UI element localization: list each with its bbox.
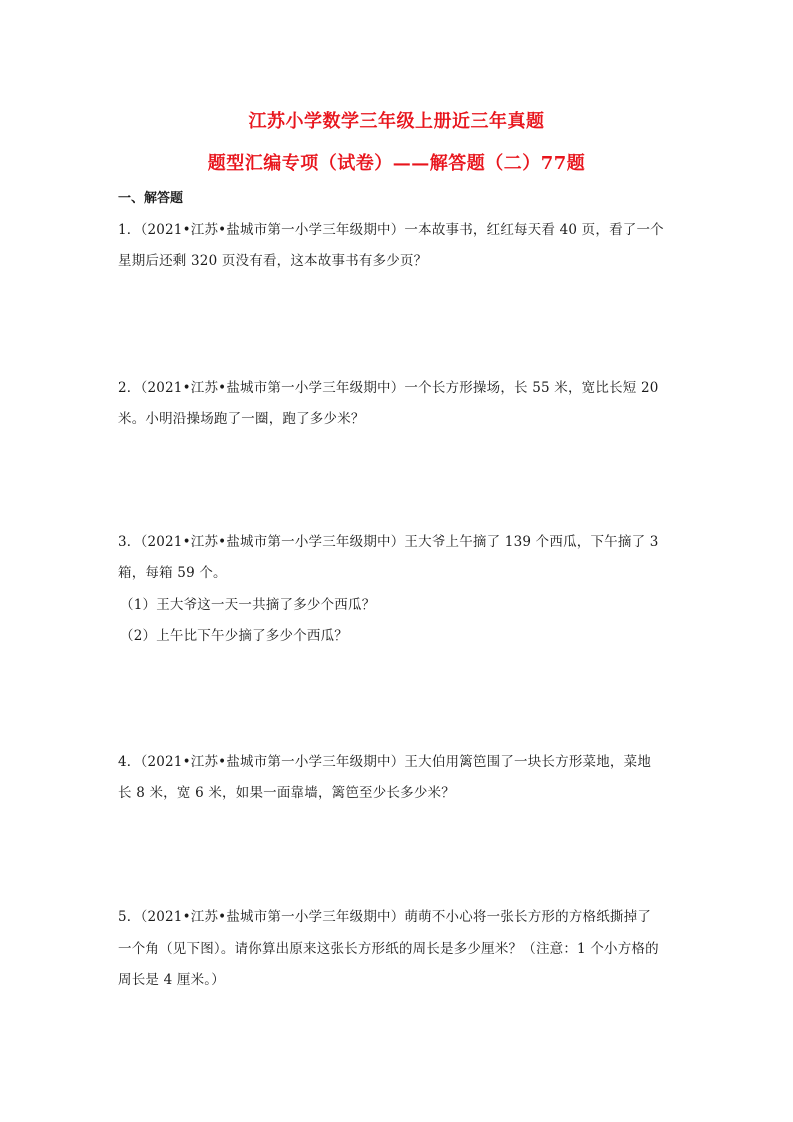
document-subtitle: 题型汇编专项（试卷）——解答题（二）77题 — [207, 153, 586, 174]
question-text-line: 2．（2021•江苏•盐城市第一小学三年级期中）一个长方形操场，长 55 米，宽比长短 20 — [118, 380, 659, 396]
question-text-line: 周长是 4 厘米。） — [118, 972, 225, 988]
question-text-line: 3．（2021•江苏•盐城市第一小学三年级期中）王大爷上午摘了 139 个西瓜，下午摘了 3 — [118, 534, 659, 550]
sub-question: （2）上午比下午少摘了多少个西瓜？ — [120, 628, 348, 644]
question-text-line: 5．（2021•江苏•盐城市第一小学三年级期中）萌萌不小心将一张长方形的方格纸撕掉了 — [118, 909, 652, 925]
sub-question: （1）王大爷这一天一共摘了多少个西瓜？ — [120, 597, 376, 613]
question-text-line: 一个角（见下图）。请你算出原来这张长方形纸的周长是多少厘米？（注意：1 个小方格的 — [118, 941, 659, 957]
section-heading: 一、解答题 — [118, 191, 184, 206]
question-text-line: 星期后还剩 320 页没有看，这本故事书有多少页？ — [118, 253, 428, 269]
question-text-line: 长 8 米，宽 6 米，如果一面靠墙，篱笆至少长多少米？ — [118, 785, 455, 801]
question-text-line: 1．（2021•江苏•盐城市第一小学三年级期中）一本故事书，红红每天看 40 页，看了一个 — [118, 222, 664, 238]
question-text-line: 箱，每箱 59 个。 — [118, 565, 227, 581]
document-title: 江苏小学数学三年级上册近三年真题 — [248, 111, 545, 132]
question-text-line: 米。小明沿操场跑了一圈，跑了多少米？ — [118, 411, 365, 427]
question-text-line: 4．（2021•江苏•盐城市第一小学三年级期中）王大伯用篱笆围了一块长方形菜地，菜地 — [118, 754, 652, 770]
